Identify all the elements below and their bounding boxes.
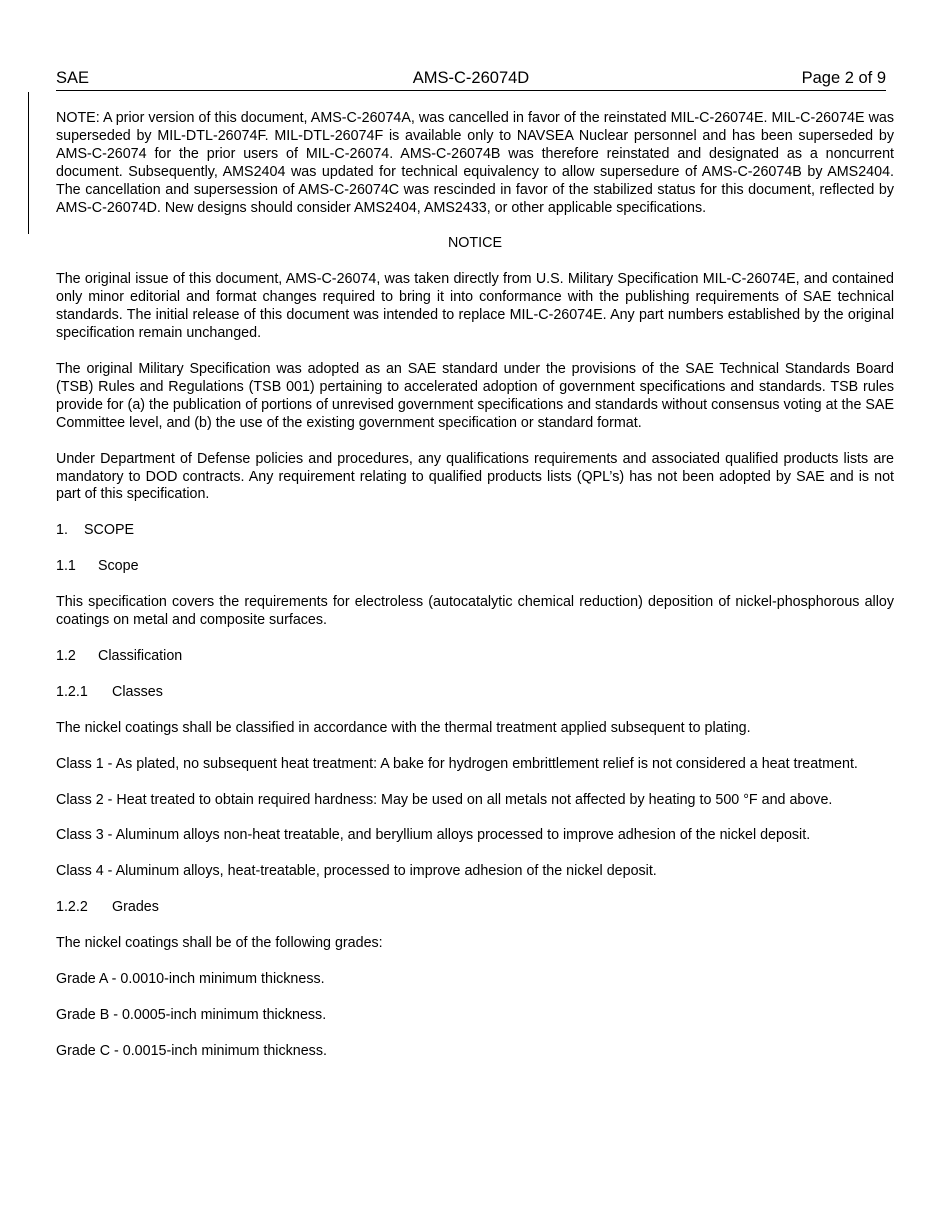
section-1-title: SCOPE — [84, 522, 135, 539]
grade-b-item: Grade B - 0.0005-inch minimum thickness. — [56, 1007, 327, 1023]
class-1-item: Class 1 - As plated, no subsequent heat treatment: A bake for hydrogen embrittlement relief is not considered a heat treatment. — [56, 755, 858, 772]
section-1-2-1-title: Classes — [112, 683, 163, 700]
section-1-2-2-number: 1.2.2 — [56, 899, 88, 916]
class-4-item: Class 4 - Aluminum alloys, heat-treatable, processed to improve adhesion of the nickel deposit. — [56, 863, 657, 880]
header-org: SAE — [56, 69, 90, 87]
scope-paragraph: This specification covers the requirements for electroless (autocatalytic chemical reduction) deposition of nickel-phosphorous alloy coatings on metal and composite surfaces. — [56, 594, 894, 629]
section-1-2-1-heading — [56, 684, 894, 702]
class-2-item: Class 2 - Heat treated to obtain required hardness: May be used on all metals not affected by heating to 500 °F and above. — [56, 791, 833, 808]
page-header — [56, 68, 886, 91]
header-page-number: Page 2 of 9 — [801, 69, 886, 87]
header-doc-number: AMS-C-26074D — [412, 69, 530, 87]
grade-c-item: Grade C - 0.0015-inch minimum thickness. — [56, 1042, 327, 1059]
notice-paragraph-2: The original Military Specification was adopted as an SAE standard under the provisions of the SAE Technical Standards Board (TSB) Rules and Regulations (TSB 001) pertaining to accelerated adoption of government specifications and standards. TSB rules provide for (a) the publication of portions of unrevised government specifications and standards without consensus voting at the SAE Committee level, and (b) the use of the existing government specification or standard format. — [56, 360, 894, 431]
document-body — [56, 110, 894, 1079]
change-bar — [28, 92, 29, 234]
notice-paragraph-3: Under Department of Defense policies and procedures, any qualifications requirements and associated qualified products lists are mandatory to DOD contracts. Any requirement relating to qualified products lists (QPL’s) has not been adopted by SAE and is not part of this specification. — [56, 450, 894, 503]
section-1-number: 1. — [56, 522, 68, 539]
section-1-2-number: 1.2 — [56, 647, 76, 664]
grades-intro: The nickel coatings shall be of the following grades: — [56, 935, 383, 952]
section-1-heading — [56, 522, 894, 540]
section-1-2-2-heading — [56, 899, 894, 917]
section-1-1-number: 1.1 — [56, 558, 76, 575]
section-1-2-1-number: 1.2.1 — [56, 683, 88, 700]
classes-intro: The nickel coatings shall be classified in accordance with the thermal treatment applied subsequent to plating. — [56, 719, 751, 736]
class-3-item: Class 3 - Aluminum alloys non-heat treatable, and beryllium alloys processed to improve adhesion of the nickel deposit. — [56, 827, 811, 844]
section-1-1-title: Scope — [98, 558, 139, 575]
section-1-2-heading — [56, 648, 894, 666]
section-1-1-heading — [56, 558, 894, 576]
notice-paragraph-1: The original issue of this document, AMS-C-26074, was taken directly from U.S. Military Specification MIL-C-26074E, and contained only minor editorial and format changes required to bring it into conformance with the publishing requirements of SAE technical standards. The initial release of this document was intended to replace MIL-C-26074E. Any part numbers established by the original specification remain unchanged. — [56, 271, 894, 342]
section-1-2-2-title: Grades — [112, 899, 159, 916]
note-paragraph: NOTE: A prior version of this document, AMS-C-26074A, was cancelled in favor of the reinstated MIL-C-26074E. MIL-C-26074E was superseded by MIL-DTL-26074F. MIL-DTL-26074F is available only to NAVSEA Nuclear personnel and has been superseded by AMS-C-26074 for the prior users of MIL-C-26074. AMS-C-26074B was therefore reinstated and designated as a noncurrent document. Subsequently, AMS2404 was updated for technical equivalency to allow supersedure of AMS-C-26074B by AMS2404. The cancellation and supersession of AMS-C-26074C was rescinded in favor of the stabilized status for this document, reflected by AMS-C-26074D. New designs should consider AMS2404, AMS2433, or other applicable specifications. — [56, 110, 894, 216]
section-1-2-title: Classification — [98, 647, 183, 664]
notice-heading: NOTICE — [447, 235, 502, 252]
grade-a-item: Grade A - 0.0010-inch minimum thickness. — [56, 971, 325, 988]
